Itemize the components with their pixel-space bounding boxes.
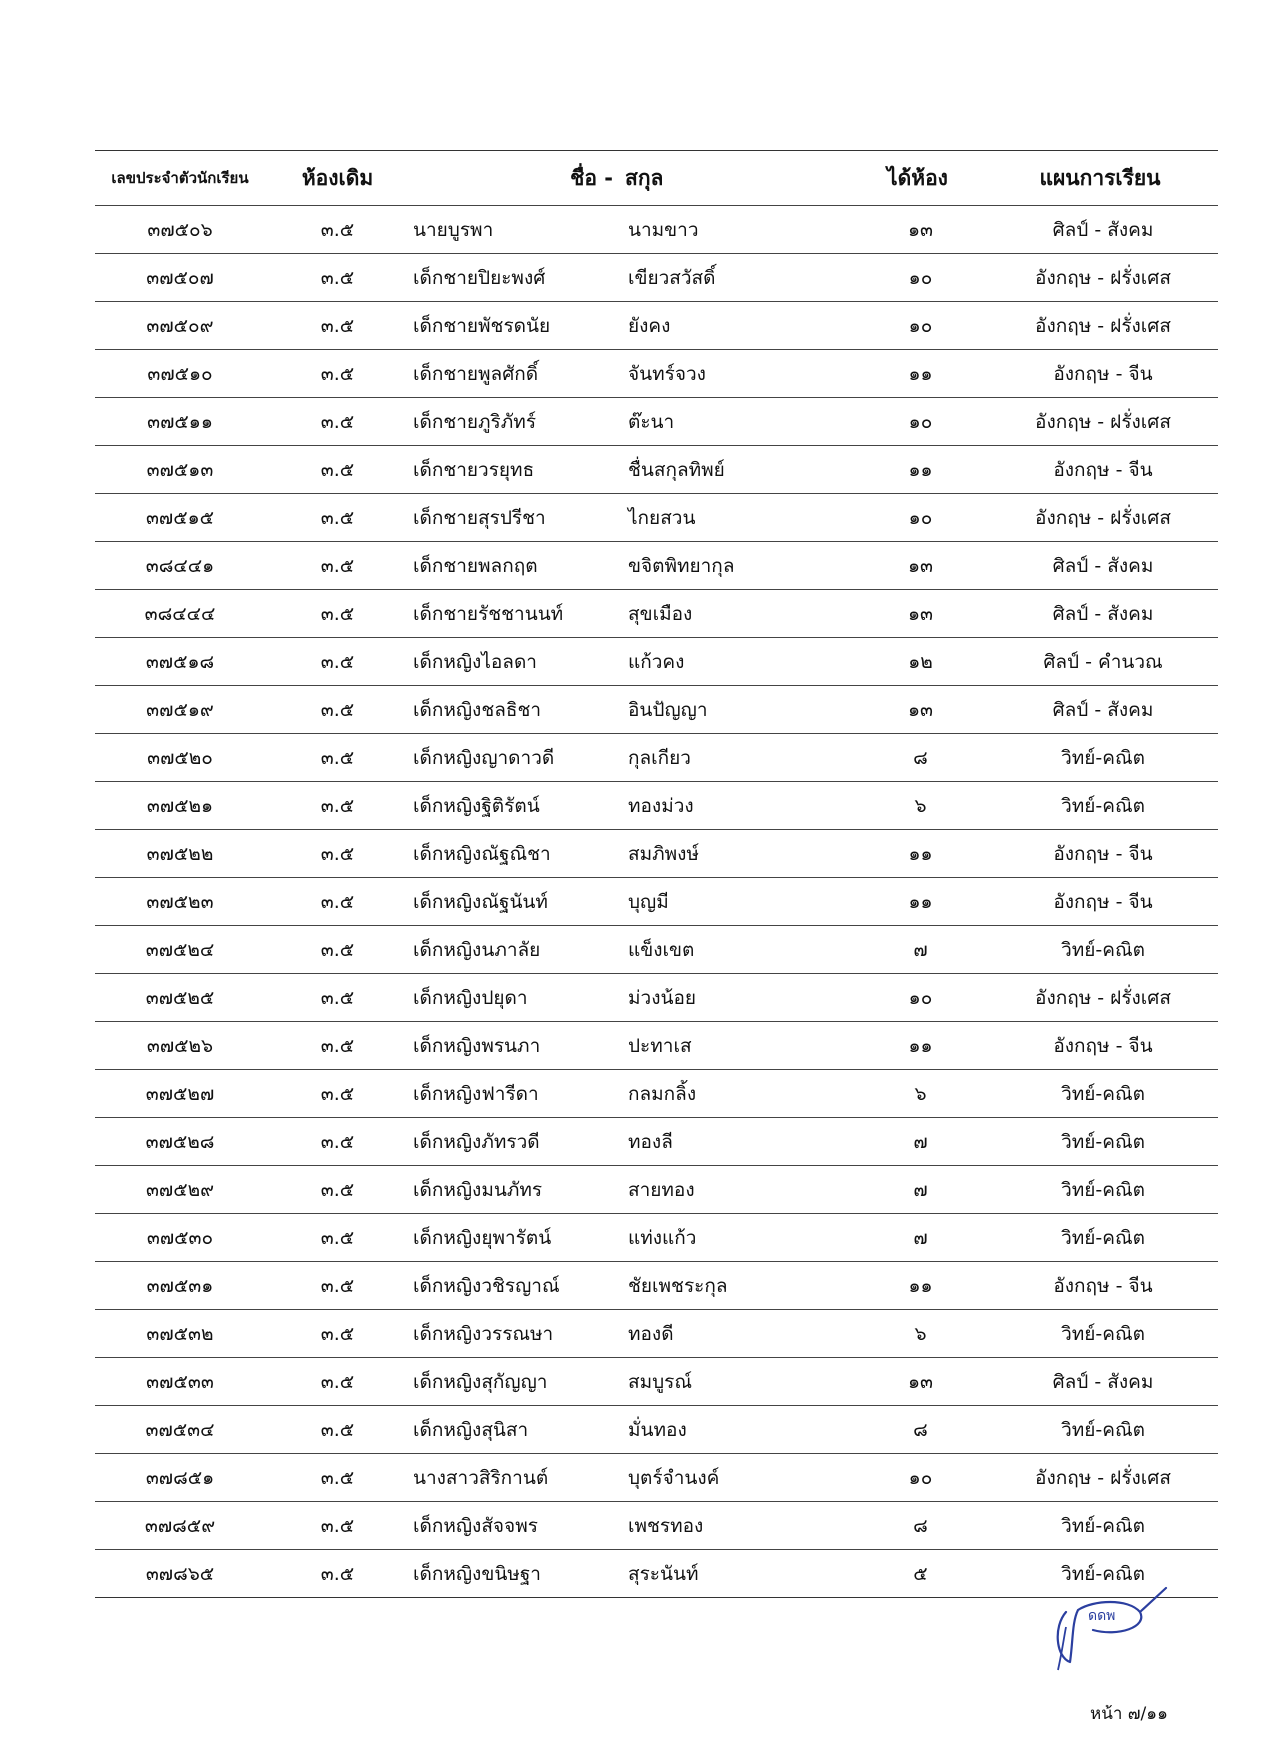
- cell-original-room: ๓.๕: [320, 266, 355, 289]
- cell-original-room: ๓.๕: [320, 1178, 355, 1201]
- cell-student-id: ๓๗๕๑๑: [147, 410, 213, 433]
- cell-last-name: อินปัญญา: [628, 698, 708, 721]
- cell-first-name: เด็กหญิงไอลดา: [413, 650, 537, 673]
- cell-first-name: เด็กหญิงณัฐนันท์: [413, 890, 548, 913]
- cell-study-plan: ศิลป์ - สังคม: [1052, 1370, 1154, 1393]
- cell-last-name: จันทร์จวง: [628, 362, 706, 385]
- signature-text: ดดพ: [1088, 1608, 1116, 1624]
- cell-student-id: ๓๗๘๕๑: [145, 1466, 215, 1489]
- cell-assigned-room: ๑๑: [908, 890, 933, 913]
- cell-assigned-room: ๕: [913, 1562, 928, 1585]
- cell-study-plan: อังกฤษ - จีน: [1053, 890, 1153, 913]
- table-row: [95, 206, 1218, 254]
- cell-first-name: นายบูรพา: [413, 218, 494, 241]
- cell-student-id: ๓๗๕๑๓: [146, 458, 214, 481]
- cell-first-name: เด็กชายพัชรดนัย: [413, 314, 551, 337]
- header-last-name: สกุล: [625, 165, 664, 190]
- cell-study-plan: อังกฤษ - ฝรั่งเศส: [1035, 410, 1171, 433]
- cell-student-id: ๓๗๕๒๓: [146, 890, 214, 913]
- cell-study-plan: อังกฤษ - จีน: [1053, 362, 1153, 385]
- cell-assigned-room: ๑๑: [908, 842, 933, 865]
- cell-assigned-room: ๑๓: [907, 554, 934, 577]
- table-row: [95, 638, 1218, 686]
- cell-student-id: ๓๘๔๔๔: [144, 602, 216, 625]
- cell-original-room: ๓.๕: [320, 218, 355, 241]
- table-row: [95, 878, 1218, 926]
- cell-study-plan: อังกฤษ - จีน: [1053, 1034, 1153, 1057]
- table-row: [95, 1118, 1218, 1166]
- cell-student-id: ๓๗๕๐๗: [146, 266, 214, 289]
- page-number: หน้า ๗/๑๑: [1090, 1704, 1168, 1724]
- table-body: [95, 206, 1218, 1598]
- cell-original-room: ๓.๕: [320, 938, 355, 961]
- cell-student-id: ๓๗๕๒๗: [145, 1082, 215, 1105]
- cell-study-plan: วิทย์-คณิต: [1061, 746, 1145, 769]
- cell-last-name: ปะทาเส: [628, 1034, 692, 1057]
- cell-assigned-room: ๘: [913, 746, 928, 769]
- table-row: [95, 1070, 1218, 1118]
- cell-first-name: เด็กหญิงภัทรวดี: [413, 1130, 540, 1153]
- cell-study-plan: อังกฤษ - จีน: [1053, 842, 1153, 865]
- table-header: [95, 151, 1218, 206]
- cell-first-name: เด็กหญิงวชิรญาณ์: [413, 1274, 560, 1297]
- cell-original-room: ๓.๕: [320, 1226, 355, 1249]
- cell-first-name: เด็กชายสุรปรีชา: [413, 506, 546, 529]
- cell-study-plan: ศิลป์ - สังคม: [1052, 554, 1154, 577]
- cell-assigned-room: ๖: [914, 794, 927, 817]
- cell-last-name: มั่นทอง: [628, 1418, 687, 1441]
- cell-study-plan: อังกฤษ - ฝรั่งเศส: [1035, 986, 1171, 1009]
- cell-student-id: ๓๗๕๑๙: [146, 698, 214, 721]
- cell-study-plan: วิทย์-คณิต: [1061, 1178, 1145, 1201]
- table-row: [95, 542, 1218, 590]
- cell-last-name: ม่วงน้อย: [628, 986, 697, 1009]
- cell-original-room: ๓.๕: [320, 1466, 355, 1489]
- cell-original-room: ๓.๕: [320, 698, 355, 721]
- cell-assigned-room: ๗: [913, 1226, 928, 1249]
- cell-first-name: เด็กหญิงณัฐณิชา: [413, 842, 551, 865]
- cell-last-name: ต๊ะนา: [628, 410, 675, 433]
- cell-first-name: เด็กหญิงฐิติรัตน์: [413, 794, 540, 817]
- cell-first-name: เด็กหญิงฟารีดา: [413, 1082, 539, 1105]
- table-row: [95, 686, 1218, 734]
- cell-last-name: สุขเมือง: [628, 602, 693, 625]
- cell-last-name: กุลเกียว: [628, 746, 691, 769]
- cell-student-id: ๓๗๘๕๙: [144, 1514, 216, 1537]
- table-row: [95, 494, 1218, 542]
- table-row: [95, 926, 1218, 974]
- cell-original-room: ๓.๕: [320, 1130, 355, 1153]
- cell-last-name: ชื่นสกุลทิพย์: [628, 458, 725, 481]
- cell-assigned-room: ๘: [913, 1418, 928, 1441]
- cell-last-name: ไกยสวน: [628, 506, 696, 529]
- cell-last-name: บุตร์จำนงค์: [628, 1466, 720, 1489]
- table-row: [95, 1502, 1218, 1550]
- cell-first-name: เด็กหญิงมนภัทร: [413, 1178, 543, 1201]
- cell-last-name: นามขาว: [628, 218, 699, 241]
- cell-original-room: ๓.๕: [320, 1322, 355, 1345]
- student-room-table: [95, 150, 1218, 1598]
- cell-first-name: นางสาวสิริกานต์: [413, 1466, 549, 1489]
- cell-original-room: ๓.๕: [320, 410, 355, 433]
- header-student-id: เลขประจำตัวนักเรียน: [111, 169, 249, 187]
- table-row: [95, 782, 1218, 830]
- cell-study-plan: ศิลป์ - คำนวณ: [1043, 650, 1163, 673]
- table-row: [95, 1454, 1218, 1502]
- cell-assigned-room: ๑๑: [908, 362, 933, 385]
- cell-last-name: กลมกลิ้ง: [628, 1082, 697, 1105]
- cell-original-room: ๓.๕: [320, 650, 355, 673]
- cell-assigned-room: ๑๓: [907, 218, 934, 241]
- cell-first-name: เด็กชายภูริภัทร์: [413, 410, 537, 433]
- cell-last-name: เขียวสวัสดิ์: [628, 266, 716, 289]
- cell-first-name: เด็กชายรัชชานนท์: [413, 602, 564, 625]
- cell-last-name: ยังคง: [628, 314, 671, 337]
- cell-last-name: ชัยเพชระกุล: [628, 1274, 728, 1297]
- cell-first-name: เด็กหญิงสุกัญญา: [413, 1370, 548, 1393]
- header-first-name: ชื่อ -: [570, 165, 613, 190]
- cell-assigned-room: ๑๑: [908, 1274, 933, 1297]
- cell-assigned-room: ๑๑: [908, 458, 933, 481]
- cell-original-room: ๓.๕: [320, 1562, 355, 1585]
- cell-student-id: ๓๘๔๔๑: [145, 554, 215, 577]
- cell-study-plan: อังกฤษ - ฝรั่งเศส: [1035, 314, 1171, 337]
- header-original-room: ห้องเดิม: [301, 165, 374, 190]
- cell-original-room: ๓.๕: [320, 1274, 355, 1297]
- cell-last-name: ทองลี: [628, 1130, 673, 1153]
- table-row: [95, 254, 1218, 302]
- cell-first-name: เด็กหญิงสุนิสา: [413, 1418, 529, 1441]
- table-row: [95, 1166, 1218, 1214]
- cell-student-id: ๓๗๕๐๙: [146, 314, 214, 337]
- cell-first-name: เด็กชายพูลศักดิ์: [413, 362, 539, 385]
- cell-student-id: ๓๗๕๓๒: [146, 1322, 214, 1345]
- cell-first-name: เด็กหญิงญาดาวดี: [413, 746, 555, 769]
- cell-original-room: ๓.๕: [320, 1370, 355, 1393]
- cell-original-room: ๓.๕: [320, 1418, 355, 1441]
- cell-assigned-room: ๑๐: [908, 1466, 933, 1489]
- cell-study-plan: วิทย์-คณิต: [1061, 938, 1145, 961]
- cell-original-room: ๓.๕: [320, 506, 355, 529]
- cell-study-plan: ศิลป์ - สังคม: [1052, 698, 1154, 721]
- cell-original-room: ๓.๕: [320, 842, 355, 865]
- cell-assigned-room: ๑๓: [907, 698, 934, 721]
- table-row: [95, 590, 1218, 638]
- cell-last-name: ทองดี: [628, 1322, 674, 1345]
- cell-student-id: ๓๗๕๒๕: [145, 986, 215, 1009]
- cell-first-name: เด็กหญิงสัจจพร: [413, 1514, 538, 1537]
- cell-student-id: ๓๗๕๓๑: [146, 1274, 214, 1297]
- cell-study-plan: วิทย์-คณิต: [1061, 1562, 1145, 1585]
- cell-last-name: เพชรทอง: [628, 1514, 704, 1537]
- cell-original-room: ๓.๕: [320, 1034, 355, 1057]
- cell-student-id: ๓๗๕๒๔: [145, 938, 215, 961]
- cell-study-plan: วิทย์-คณิต: [1061, 1130, 1145, 1153]
- cell-last-name: สมบูรณ์: [628, 1370, 693, 1393]
- cell-study-plan: วิทย์-คณิต: [1061, 1514, 1145, 1537]
- cell-student-id: ๓๗๕๑๐: [147, 362, 213, 385]
- cell-last-name: แก้วคง: [628, 650, 685, 673]
- cell-study-plan: วิทย์-คณิต: [1061, 1226, 1145, 1249]
- cell-study-plan: ศิลป์ - สังคม: [1052, 602, 1154, 625]
- cell-student-id: ๓๗๕๓๐: [146, 1226, 214, 1249]
- cell-assigned-room: ๑๓: [907, 1370, 934, 1393]
- cell-last-name: สมภิพงษ์: [628, 842, 699, 865]
- cell-first-name: เด็กหญิงพรนภา: [413, 1034, 541, 1057]
- table-row: [95, 974, 1218, 1022]
- cell-assigned-room: ๗: [913, 1178, 928, 1201]
- cell-first-name: เด็กหญิงขนิษฐา: [413, 1562, 541, 1585]
- header-study-plan: แผนการเรียน: [1039, 165, 1161, 190]
- cell-assigned-room: ๖: [914, 1082, 927, 1105]
- header-assigned-room: ได้ห้อง: [887, 165, 948, 190]
- cell-first-name: เด็กชายวรยุทธ: [413, 458, 535, 481]
- table-row: [95, 830, 1218, 878]
- cell-student-id: ๓๗๕๒๖: [146, 1034, 214, 1057]
- table-row: [95, 1022, 1218, 1070]
- cell-last-name: บุญมี: [628, 890, 669, 913]
- cell-original-room: ๓.๕: [320, 362, 355, 385]
- cell-original-room: ๓.๕: [320, 1082, 355, 1105]
- table-row: [95, 1262, 1218, 1310]
- cell-assigned-room: ๑๐: [908, 314, 933, 337]
- cell-student-id: ๓๗๕๑๘: [145, 650, 215, 673]
- cell-assigned-room: ๑๐: [908, 410, 933, 433]
- cell-first-name: เด็กหญิงปยุดา: [413, 986, 528, 1009]
- cell-student-id: ๓๗๘๖๕: [145, 1562, 215, 1585]
- cell-study-plan: อังกฤษ - จีน: [1053, 1274, 1153, 1297]
- cell-first-name: เด็กหญิงนภาลัย: [413, 938, 541, 961]
- cell-last-name: แท่งแก้ว: [628, 1226, 697, 1249]
- table-row: [95, 1310, 1218, 1358]
- cell-first-name: เด็กหญิงวรรณษา: [413, 1322, 554, 1345]
- table-row: [95, 350, 1218, 398]
- cell-assigned-room: ๖: [914, 1322, 927, 1345]
- cell-assigned-room: ๑๐: [908, 506, 933, 529]
- table-row: [95, 1214, 1218, 1262]
- cell-assigned-room: ๑๐: [908, 986, 933, 1009]
- cell-original-room: ๓.๕: [320, 602, 355, 625]
- cell-study-plan: อังกฤษ - ฝรั่งเศส: [1035, 1466, 1171, 1489]
- cell-last-name: สุระนันท์: [628, 1562, 699, 1585]
- cell-first-name: เด็กชายพลกฤต: [413, 554, 538, 577]
- cell-last-name: ทองม่วง: [628, 794, 694, 817]
- cell-assigned-room: ๑๐: [908, 266, 933, 289]
- table-row: [95, 734, 1218, 782]
- cell-first-name: เด็กหญิงยุพารัตน์: [413, 1226, 552, 1249]
- cell-study-plan: อังกฤษ - ฝรั่งเศส: [1035, 266, 1171, 289]
- cell-student-id: ๓๗๕๒๙: [145, 1178, 215, 1201]
- cell-assigned-room: ๑๒: [908, 650, 933, 673]
- cell-student-id: ๓๗๕๑๕: [145, 506, 215, 529]
- table-row: [95, 446, 1218, 494]
- cell-student-id: ๓๗๕๓๔: [145, 1418, 215, 1441]
- cell-study-plan: วิทย์-คณิต: [1061, 794, 1145, 817]
- table-row: [95, 398, 1218, 446]
- cell-student-id: ๓๗๕๓๓: [146, 1370, 214, 1393]
- cell-student-id: ๓๗๕๒๘: [145, 1130, 215, 1153]
- cell-study-plan: วิทย์-คณิต: [1061, 1418, 1145, 1441]
- cell-original-room: ๓.๕: [320, 554, 355, 577]
- cell-last-name: สายทอง: [628, 1178, 695, 1201]
- cell-original-room: ๓.๕: [320, 314, 355, 337]
- cell-original-room: ๓.๕: [320, 890, 355, 913]
- cell-student-id: ๓๗๕๒๒: [146, 842, 214, 865]
- cell-student-id: ๓๗๕๒๐: [147, 746, 213, 769]
- cell-assigned-room: ๘: [913, 1514, 928, 1537]
- cell-study-plan: วิทย์-คณิต: [1061, 1322, 1145, 1345]
- cell-study-plan: วิทย์-คณิต: [1061, 1082, 1145, 1105]
- cell-original-room: ๓.๕: [320, 1514, 355, 1537]
- cell-assigned-room: ๗: [913, 1130, 928, 1153]
- table-row: [95, 1358, 1218, 1406]
- cell-first-name: เด็กหญิงชลธิชา: [413, 698, 542, 721]
- cell-original-room: ๓.๕: [320, 458, 355, 481]
- cell-original-room: ๓.๕: [320, 986, 355, 1009]
- cell-original-room: ๓.๕: [320, 746, 355, 769]
- cell-last-name: ขจิตพิทยากุล: [628, 554, 735, 577]
- cell-assigned-room: ๑๑: [908, 1034, 933, 1057]
- cell-student-id: ๓๗๕๒๑: [146, 794, 214, 817]
- cell-first-name: เด็กชายปิยะพงศ์: [413, 266, 546, 289]
- cell-assigned-room: ๗: [913, 938, 928, 961]
- signature-mark: [1048, 1582, 1168, 1672]
- table-row: [95, 302, 1218, 350]
- cell-original-room: ๓.๕: [320, 794, 355, 817]
- cell-study-plan: ศิลป์ - สังคม: [1052, 218, 1154, 241]
- cell-student-id: ๓๗๕๐๖: [147, 218, 213, 241]
- table-row: [95, 1406, 1218, 1454]
- cell-assigned-room: ๑๓: [907, 602, 934, 625]
- cell-study-plan: อังกฤษ - ฝรั่งเศส: [1035, 506, 1171, 529]
- cell-study-plan: อังกฤษ - จีน: [1053, 458, 1153, 481]
- cell-last-name: แข็งเขต: [628, 938, 695, 961]
